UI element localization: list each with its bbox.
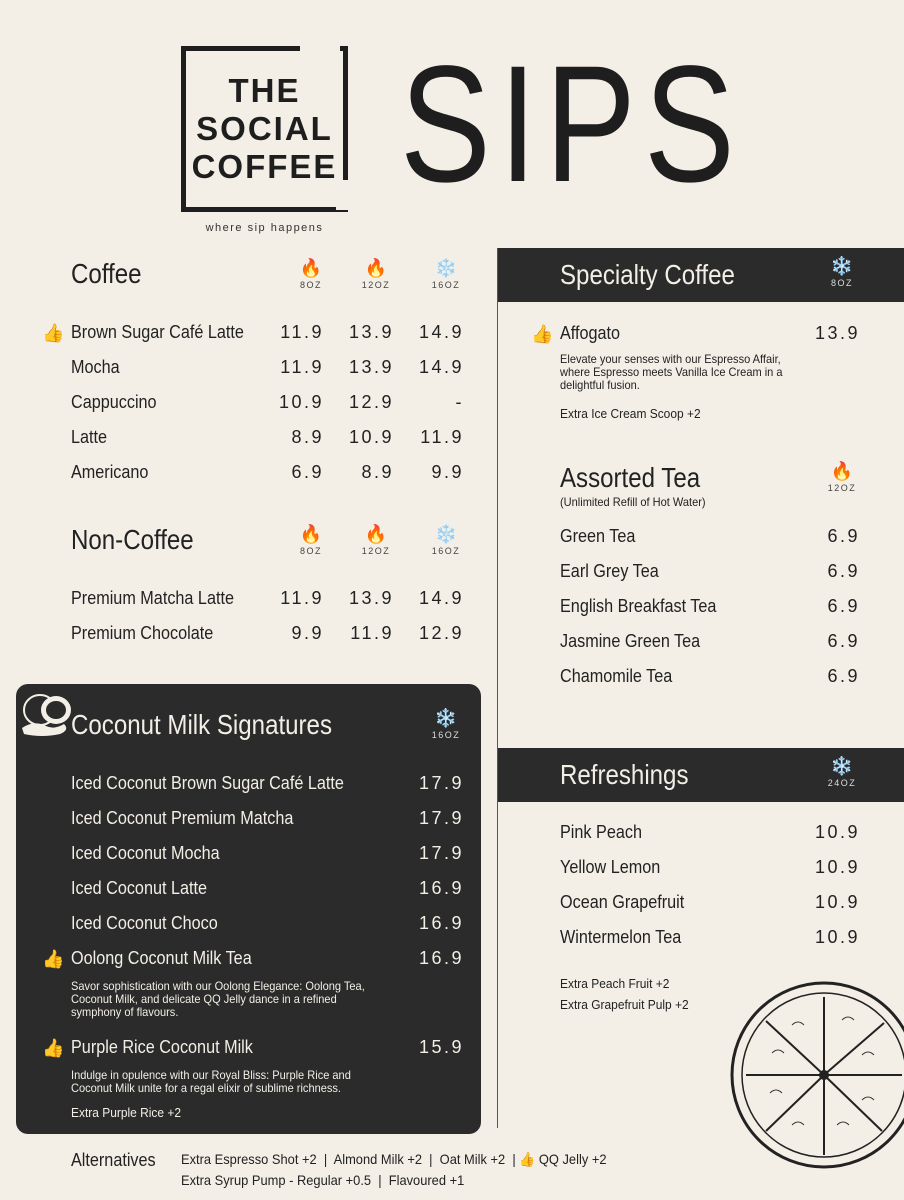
menu-item: Jasmine Green Tea (560, 631, 701, 651)
price-12oz: 8.9 (361, 462, 394, 482)
thumbs-up-icon: 👍 (42, 1038, 65, 1058)
non-coffee-title: Non-Coffee (71, 524, 194, 555)
extra-option: Extra Peach Fruit +2 (560, 976, 670, 991)
menu-item: Chamomile Tea (560, 666, 673, 686)
extra-option: Extra Grapefruit Pulp +2 (560, 997, 689, 1012)
non-coffee-size-16oz: ❄️ 16OZ (426, 524, 466, 556)
price-8oz: 11.9 (280, 322, 324, 342)
price: 15.9 (418, 1037, 464, 1057)
thumbs-up-icon: 👍 (531, 324, 554, 344)
thumbs-up-icon: 👍 (42, 949, 65, 969)
menu-item: Premium Matcha Latte (71, 588, 234, 608)
price-8oz: 9.9 (291, 623, 324, 643)
price: 10.9 (814, 892, 860, 912)
coffee-size-8oz: 🔥 8OZ (291, 258, 331, 290)
price: 17.9 (418, 808, 464, 828)
menu-item: Pink Peach (560, 822, 642, 842)
menu-item: Premium Chocolate (71, 623, 214, 643)
hot-icon: 🔥 (830, 461, 854, 481)
extra-option: Extra Purple Rice +2 (71, 1105, 182, 1120)
price: 16.9 (418, 878, 464, 898)
price-8oz: 8.9 (291, 427, 324, 447)
item-description: Elevate your senses with our Espresso Affair, where Espresso meets Vanilla Ice Cream in a delightful fusion. (560, 352, 783, 392)
menu-item: Green Tea (560, 526, 636, 546)
price-16oz: 14.9 (418, 322, 464, 342)
price: 6.9 (827, 526, 860, 546)
menu-item: Cappuccino (71, 392, 157, 412)
citrus-slice-icon (722, 975, 904, 1175)
menu-item: Iced Coconut Brown Sugar Café Latte (71, 773, 344, 793)
menu-item: Iced Coconut Premium Matcha (71, 808, 294, 828)
tea-subtitle: (Unlimited Refill of Hot Water) (560, 495, 706, 509)
item-description: Indulge in opulence with our Royal Bliss: Purple Rice and Coconut Milk unite for a regal elixir of sublime richness. (71, 1068, 351, 1095)
coconut-section (16, 684, 481, 1134)
logo-line-2: SOCIAL (196, 110, 333, 147)
tea-size-12oz: 🔥 12OZ (822, 461, 862, 493)
menu-item: Earl Grey Tea (560, 561, 659, 581)
menu-item: Latte (71, 427, 108, 447)
menu-item: Iced Coconut Latte (71, 878, 207, 898)
iced-icon: ❄️ (434, 708, 458, 728)
price: 17.9 (418, 843, 464, 863)
price: 16.9 (418, 913, 464, 933)
price-12oz: 12.9 (348, 392, 394, 412)
specialty-size-8oz: ❄️ 8OZ (822, 256, 862, 288)
menu-item: Affogato (560, 323, 621, 343)
price-8oz: 10.9 (278, 392, 324, 412)
menu-item: Purple Rice Coconut Milk (71, 1037, 253, 1057)
hot-icon: 🔥 (299, 258, 323, 278)
thumbs-up-icon: 👍 (42, 323, 65, 343)
hot-icon: 🔥 (364, 524, 388, 544)
menu-item: Brown Sugar Café Latte (71, 322, 244, 342)
price-16oz: 14.9 (418, 588, 464, 608)
price: 10.9 (814, 927, 860, 947)
logo (181, 72, 348, 186)
alternatives-line-1: Extra Espresso Shot +2 | Almond Milk +2 | Oat Milk +2 | 👍 QQ Jelly +2 (181, 1151, 607, 1167)
coffee-size-16oz: ❄️ 16OZ (426, 258, 466, 290)
refreshings-title: Refreshings (560, 759, 689, 790)
extra-option: Extra Ice Cream Scoop +2 (560, 406, 701, 421)
item-description: Savor sophistication with our Oolong Elegance: Oolong Tea, Coconut Milk, and delicate QQ Jelly dance in a refined symphony of flavours. (71, 979, 365, 1019)
price-12oz: 10.9 (348, 427, 394, 447)
alternatives-label: Alternatives (71, 1150, 156, 1170)
price-12oz: 13.9 (348, 588, 394, 608)
price: 6.9 (827, 561, 860, 581)
non-coffee-size-12oz: 🔥 12OZ (356, 524, 396, 556)
iced-icon: ❄️ (830, 256, 854, 276)
menu-item: Yellow Lemon (560, 857, 661, 877)
non-coffee-size-8oz: 🔥 8OZ (291, 524, 331, 556)
price-16oz: 11.9 (420, 427, 464, 447)
price: 6.9 (827, 596, 860, 616)
coconut-icon (20, 688, 76, 738)
logo-line-1: THE (228, 72, 301, 109)
price-16oz: - (455, 392, 464, 412)
column-divider (497, 248, 498, 1128)
price-8oz: 11.9 (280, 357, 324, 377)
hot-icon: 🔥 (299, 524, 323, 544)
price: 13.9 (814, 323, 860, 343)
menu-item: Iced Coconut Choco (71, 913, 218, 933)
hot-icon: 🔥 (364, 258, 388, 278)
price: 10.9 (814, 822, 860, 842)
menu-title: SIPS (400, 32, 744, 217)
tea-title: Assorted Tea (560, 462, 701, 493)
price-8oz: 6.9 (291, 462, 324, 482)
menu-item: Wintermelon Tea (560, 927, 682, 947)
price-8oz: 11.9 (280, 588, 324, 608)
thumbs-up-icon: 👍 (519, 1151, 536, 1167)
coffee-size-12oz: 🔥 12OZ (356, 258, 396, 290)
price: 10.9 (814, 857, 860, 877)
alternatives-line-2: Extra Syrup Pump - Regular +0.5 | Flavoured +1 (181, 1172, 465, 1188)
iced-icon: ❄️ (434, 524, 458, 544)
logo-line-3: COFFEE (191, 148, 338, 185)
coconut-title: Coconut Milk Signatures (71, 709, 332, 740)
menu-item: Iced Coconut Mocha (71, 843, 220, 863)
tagline: where sip happens (205, 222, 324, 234)
menu-item: Americano (71, 462, 149, 482)
price: 6.9 (827, 666, 860, 686)
price: 16.9 (418, 948, 464, 968)
price: 6.9 (827, 631, 860, 651)
menu-item: Ocean Grapefruit (560, 892, 685, 912)
iced-icon: ❄️ (830, 756, 854, 776)
price-12oz: 13.9 (348, 357, 394, 377)
price-12oz: 13.9 (348, 322, 394, 342)
price-16oz: 14.9 (418, 357, 464, 377)
menu-item: Oolong Coconut Milk Tea (71, 948, 252, 968)
menu-item: Mocha (71, 357, 120, 377)
price-16oz: 9.9 (431, 462, 464, 482)
menu-item: English Breakfast Tea (560, 596, 717, 616)
price-16oz: 12.9 (418, 623, 464, 643)
refreshings-size-24oz: ❄️ 24OZ (822, 756, 862, 788)
coconut-size-16oz: ❄️ 16OZ (426, 708, 466, 740)
coffee-title: Coffee (71, 258, 142, 289)
iced-icon: ❄️ (434, 258, 458, 278)
price-12oz: 11.9 (350, 623, 394, 643)
specialty-title: Specialty Coffee (560, 259, 735, 290)
price: 17.9 (418, 773, 464, 793)
